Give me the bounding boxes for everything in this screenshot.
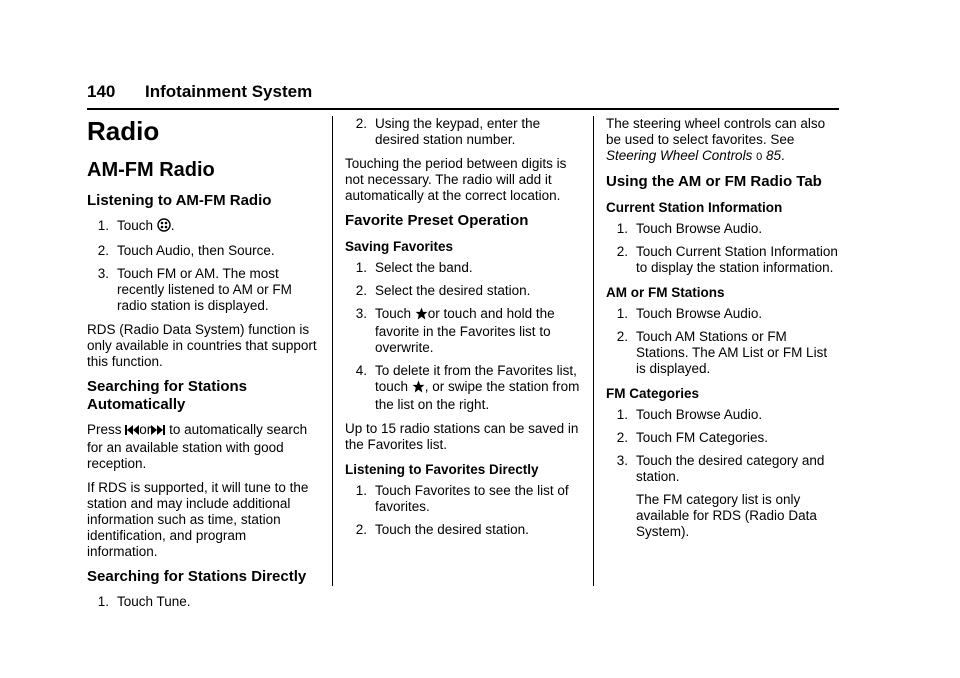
rds-tune-note: If RDS is supported, it will tune to the station and may include additional information such as time, station identification, and program information. <box>87 480 309 559</box>
page-title: Radio <box>87 116 160 146</box>
list-item: 2. Touch Audio, then Source. <box>97 243 275 258</box>
list-item: 2. Touch Current Station Information to display the station information. <box>616 244 838 275</box>
list-item: 1. Select the band. <box>355 260 473 275</box>
subsection-heading: Using the AM or FM Radio Tab <box>606 173 822 190</box>
seek-back-icon <box>125 424 139 440</box>
fm-categories-steps <box>606 407 840 485</box>
list-item: 1. Touch Browse Audio. <box>616 221 763 236</box>
list-item: 2. Touch AM Stations or FM Stations. The AM List or FM List is displayed. <box>616 329 828 376</box>
list-item: 1. Touch Tune. <box>97 594 191 609</box>
column-1 <box>87 116 319 618</box>
subsection-heading: Searching for Stations Directly <box>87 568 307 585</box>
minor-heading: FM Categories <box>606 386 700 401</box>
rds-note: RDS (Radio Data System) function is only available in countries that support this function. <box>87 322 317 369</box>
column-3 <box>606 116 840 548</box>
amfm-stations-steps <box>606 306 840 377</box>
list-item: 3. Touch FM or AM. The most recently listened to AM or FM radio station is displayed. <box>97 266 292 313</box>
minor-heading: AM or FM Stations <box>606 285 725 300</box>
steering-note: The steering wheel controls can also be used to select favorites. See Steering Wheel Controls 0 85. <box>606 116 826 163</box>
list-item: 3. Touch the desired category and station. <box>616 453 825 484</box>
list-item: 1. Touch Browse Audio. <box>616 407 763 422</box>
current-station-steps <box>606 221 840 276</box>
minor-heading: Saving Favorites <box>345 239 454 254</box>
period-note: Touching the period between digits is not necessary. The radio will add it automatically at the correct location. <box>345 156 567 203</box>
list-item: 2. Touch FM Categories. <box>616 430 769 445</box>
column-divider <box>593 116 594 586</box>
subsection-heading: Searching for Stations Automatically <box>87 378 248 413</box>
listen-favorites-steps <box>345 483 581 538</box>
minor-heading: Listening to Favorites Directly <box>345 462 539 477</box>
list-item: 1. Touch . <box>87 218 319 236</box>
column-2 <box>345 116 581 546</box>
chapter-title: Infotainment System <box>145 82 313 101</box>
minor-heading: Current Station Information <box>606 200 783 215</box>
saving-steps <box>345 260 581 413</box>
column-divider <box>332 116 333 586</box>
list-item: 4. To delete it from the Favorites list, touch , or swipe the station from the list on the right. <box>355 363 580 412</box>
star-icon <box>412 380 425 397</box>
list-item: 1. Touch Browse Audio. <box>616 306 763 321</box>
list-item: 2. Touch the desired station. <box>355 522 529 537</box>
list-item: 2. Select the desired station. <box>355 283 531 298</box>
direct-steps-continued <box>345 116 581 148</box>
list-item: 2. Using the keypad, enter the desired station number. <box>355 116 541 147</box>
list-item: 3. Touch or touch and hold the favorite in the Favorites list to overwrite. <box>355 306 555 355</box>
page-header <box>87 82 839 110</box>
direct-steps <box>87 594 319 610</box>
fm-category-note: The FM category list is only available for RDS (Radio Data System). <box>636 492 817 539</box>
section-heading: AM-FM Radio <box>87 159 215 181</box>
list-item: 1. Touch Favorites to see the list of favorites. <box>355 483 569 514</box>
seek-paragraph: Press or to automatically search for an available station with good reception. <box>87 422 308 471</box>
page-reference[interactable]: 85 <box>765 148 782 163</box>
seek-forward-icon <box>151 424 165 440</box>
subsection-heading: Favorite Preset Operation <box>345 212 529 229</box>
page-number: 140 <box>87 82 116 101</box>
favorites-limit-note: Up to 15 radio stations can be saved in the Favorites list. <box>345 421 579 452</box>
steering-wheel-controls-link[interactable]: Steering Wheel Controls <box>606 148 753 163</box>
home-icon <box>157 218 171 236</box>
star-icon <box>415 307 428 324</box>
page-reference-icon: 0 <box>756 151 763 163</box>
subsection-heading: Listening to AM-FM Radio <box>87 192 272 209</box>
listening-steps <box>87 218 319 314</box>
